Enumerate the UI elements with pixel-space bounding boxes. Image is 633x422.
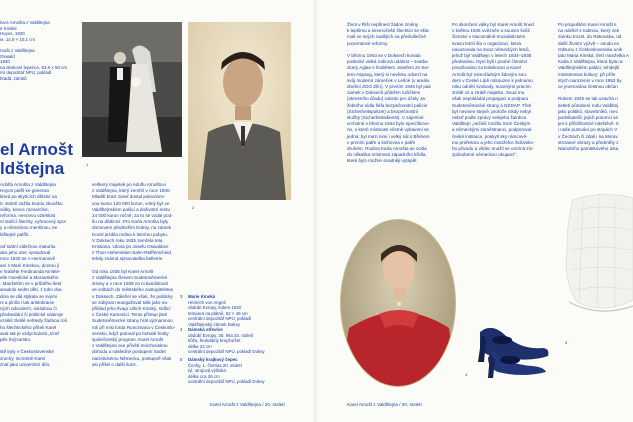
right-body-column-2 bbox=[452, 22, 548, 158]
text-line: Hoyos patřil ke generaci bbox=[0, 188, 50, 194]
text-line: zruchy, nicméně Karel bbox=[0, 355, 46, 361]
text-line: dnešní ZOO Zlín). V prvním 1945 byl pak bbox=[347, 84, 431, 90]
text-line: . Manželům se v průběhu šest bbox=[0, 281, 62, 287]
text-line: ztrátě cti a ztrátě majetku. Soud mu bbox=[452, 90, 525, 96]
text-line: Rokem 1945 se tak uzavírá n bbox=[558, 96, 618, 102]
text-line: ílu na dědictví. Pro Karla Arnošta byly bbox=[92, 219, 169, 225]
caption-number: 3 bbox=[180, 294, 183, 299]
text-line: svůj moderní zámeček v Lešné (v areálu bbox=[347, 77, 430, 83]
text-line: aval tak je vzdychalosti „Graf bbox=[0, 330, 59, 336]
text-line: z Valdštejna, který zemřel v roce 1930. bbox=[92, 188, 171, 194]
text-line: Sudetoněmecké strany a NSDAP. Třetí bbox=[452, 102, 532, 108]
text-line: ie, 14,9 × 10,1 cm bbox=[0, 36, 36, 42]
text-line: Adolfa Arnošta z Valdštejna bbox=[0, 182, 56, 187]
text-line: e hraběte Ferdinanda Kinské- bbox=[0, 268, 61, 274]
blue-shoes-image bbox=[462, 292, 562, 380]
caption-line: Čechy, 1. čtvrtina 20. století bbox=[188, 362, 242, 368]
text-line: znal jako univerzitní dílo. bbox=[0, 361, 51, 367]
text-line: dohodu a následné postupení Sudet bbox=[92, 349, 166, 355]
caption-number: 4 bbox=[180, 327, 183, 332]
text-line: é Kinské bbox=[0, 25, 17, 31]
lace-cap-image bbox=[563, 190, 633, 320]
text-line: ni a plníla i tak aristokracie bbox=[0, 299, 55, 305]
text-line: anadolo sedm dětí, z toho dva bbox=[0, 287, 62, 293]
text-line: jen k příležitostné návštěvě. K bbox=[558, 121, 620, 127]
text-line: (okresního úřadu) zabrán pro účely Ja- bbox=[347, 96, 427, 102]
caption-lace-cap bbox=[180, 357, 298, 385]
text-line: zámek v Doksech přiležen ručičkem bbox=[347, 90, 421, 96]
page-footer: Karel Arnošt z Valdštejna / 20. století bbox=[210, 402, 285, 407]
text-line: nebof podle zprávy velejeho žalobce bbox=[452, 115, 527, 121]
text-line: V Doksech roku 1935 zemřela teta bbox=[92, 237, 163, 243]
text-line: y a německou menšinou, ke bbox=[0, 225, 58, 231]
text-line: i naše putování po stopách V bbox=[558, 127, 618, 133]
text-line: ldštejné patřili... bbox=[0, 231, 32, 237]
caption-line: tyl, strojová výšivka bbox=[188, 368, 226, 374]
oval-portrait-image bbox=[339, 218, 457, 388]
text-line: z Valdštejna členem Sudetoněmecké bbox=[92, 275, 168, 281]
text-line: elle Hoeslické a Moravského bbox=[0, 275, 59, 281]
right-page bbox=[317, 0, 633, 422]
text-line: asi přišel o další iluze. bbox=[92, 361, 137, 367]
text-line: na deskové lepence, 63,5 × 50 cm bbox=[0, 64, 68, 70]
text-line: lovic Arnošta z Valdštejna bbox=[0, 20, 50, 25]
caption-marie-kinska bbox=[180, 294, 298, 328]
text-line: Od roku 1935 byl Karel Arnošt bbox=[92, 268, 154, 274]
caption-line: Heinrich von Angeli bbox=[188, 299, 226, 305]
caption-line: období Evropy, kolem 1920 bbox=[188, 305, 242, 311]
text-line: 24 000 korun ročně, za to se vzdal pod- bbox=[92, 213, 173, 219]
text-line: v prvním patře a knihovna v patře bbox=[347, 139, 416, 145]
caption-title: Dámský krajkový čepec bbox=[188, 357, 238, 362]
text-line: mu profesoru a jeho manželce židovsko- bbox=[452, 139, 535, 145]
text-line: způsobené německou okupací". bbox=[452, 152, 518, 158]
text-line: příklad jeho švagr Ulrich Kinský, sídlící bbox=[92, 306, 171, 312]
left-page bbox=[0, 0, 316, 422]
text-line: vensku, když putoval po bohaté hosty bbox=[92, 330, 169, 336]
text-line: vznikli zletilé nehledy žádnou roli. bbox=[0, 318, 68, 324]
text-line: ných odvodech, ovládnou či bbox=[0, 306, 57, 312]
caption-line: délka 23 cm bbox=[188, 343, 212, 349]
text-line: Život v Říši nepřinesl žádné změny bbox=[347, 22, 419, 27]
text-line: ministerstva kultury; při příle bbox=[558, 71, 616, 77]
text-line: ako jeho otec vystudoval bbox=[0, 250, 51, 256]
caption-line: tempera na plátně, 62 × 49 cm bbox=[188, 310, 248, 316]
text-line: Kristiana, vdova po Josefu Oswaldovi bbox=[92, 244, 169, 250]
text-line: rnošt z Valdštejna bbox=[0, 47, 35, 53]
right-body-column-1 bbox=[347, 22, 441, 165]
text-line: předsedou. Nyní byli i pouhé členství bbox=[452, 59, 528, 65]
text-line: veškerý majetek po Adolfu Arnoštovi bbox=[92, 182, 166, 187]
photo-number: 5 bbox=[565, 340, 568, 345]
text-line: Valdštejnském paláci a doživotní rentu bbox=[92, 206, 171, 212]
caption-line: centrální depozitář NPÚ, pokladí bbox=[188, 316, 252, 322]
text-line: předsedání či politické nástroje bbox=[0, 312, 64, 318]
text-line: roce 1920 se v Hermanově bbox=[0, 256, 56, 262]
text-line: Národního památkového ústa bbox=[558, 146, 619, 152]
caption-line: období Evropy, 30. léta 20. století bbox=[188, 332, 254, 338]
text-line: považováno za kolaboraci a Karel bbox=[452, 65, 521, 71]
text-line: jako politiků, stavebníků, mec bbox=[558, 108, 619, 114]
lace-cap-photo bbox=[563, 190, 633, 320]
text-line: Karla z Valdštejna, která byla ra bbox=[558, 59, 623, 65]
text-line: Sudetoněmecké strany hrál významnou bbox=[92, 318, 173, 324]
caption-line: centrální depozitář NPÚ, pokladí Doksy bbox=[188, 379, 265, 385]
caption-line: kůže, hedvábný krepžoržet bbox=[188, 338, 241, 344]
text-line: české instituce, poskytl sky rámcově- bbox=[452, 133, 528, 139]
oval-portrait bbox=[339, 218, 457, 388]
text-line: stě byly v Československé bbox=[0, 349, 54, 355]
caption-number: 5 bbox=[180, 357, 183, 362]
text-line: domovem především Doksy, na zámek bbox=[92, 225, 172, 231]
text-line: V březnu 1943 se v Doksech konala bbox=[347, 53, 421, 58]
text-line: Valdštejn „nečinil rozdílu mezi Českým bbox=[452, 121, 531, 127]
portrait-painting-image bbox=[188, 22, 291, 200]
text-line: lern-Aspang, který si nevěstu odvezl na bbox=[347, 71, 428, 77]
wedding-photo bbox=[82, 22, 182, 157]
text-line: dina se dál stýkala se svými bbox=[0, 293, 57, 299]
text-line: nacistickému Německu, postupně však bbox=[92, 355, 172, 361]
text-line: Po propuštění Karel Arnošt s bbox=[558, 22, 617, 27]
wedding-photo-image bbox=[82, 22, 182, 157]
text-line: která po skytících dětství na bbox=[0, 194, 57, 200]
text-line: Odsunu z Československa unik bbox=[558, 46, 623, 52]
text-line: služby (Sicherheitsdienst). V zájemné bbox=[347, 115, 424, 121]
text-line: které bylo možné snadněji vytápět. bbox=[347, 158, 418, 164]
caption-line: délka cca 26 cm bbox=[188, 373, 220, 379]
text-line: ní stolící šlechty, vyhrocený spor bbox=[0, 219, 67, 225]
heading-line: el Arnošt bbox=[0, 140, 74, 159]
text-line: jehož byl Valdštejn v letech 1934–1938 bbox=[452, 53, 532, 59]
text-line: Valdštejnském paláci, tehdejší bbox=[558, 65, 620, 71]
text-line: 0. století zažila krutou zkoušku bbox=[0, 200, 63, 206]
text-line: společenský program. Karel Arnošt bbox=[92, 337, 164, 343]
photo-number: 1 bbox=[86, 162, 89, 167]
text-line: v Čechách či zdali i na Morav bbox=[558, 133, 618, 139]
text-line: jedná; byl mezi nimi i velký sál s Břehem bbox=[347, 133, 430, 139]
text-line: ce jmenována čestnou občan bbox=[558, 84, 618, 90]
text-line: pěs Švýcarsko. bbox=[0, 337, 32, 343]
text-line: z Thun-Hohenstein-Salm-Reifferscheid, bbox=[92, 250, 173, 256]
text-line: Mladší bratr Josef dostal jednorázo- bbox=[92, 194, 166, 200]
text-line: strované obrazy a předměty z bbox=[558, 139, 619, 145]
photo-number: 4 bbox=[465, 372, 468, 377]
text-line: rní depozitář NPÚ, pokladí bbox=[0, 70, 52, 76]
text-line: svazu letců šlo o organizaci, která bbox=[452, 40, 521, 46]
text-line: Oswald bbox=[0, 53, 15, 59]
right-body-column-3 bbox=[558, 22, 633, 152]
caption-shoes bbox=[180, 327, 298, 355]
top-photo-captions bbox=[0, 20, 80, 82]
text-line: a německými zaměstnanci, podporoval bbox=[452, 127, 532, 133]
shoes-photo bbox=[462, 292, 562, 380]
text-line: členství v Nacionálně-socialistickém bbox=[452, 34, 526, 40]
text-line: roli při misi lorda Runcimana v Českoslo- bbox=[92, 324, 176, 330]
text-line: dem v České Lípě odsouzen k jednomu bbox=[452, 77, 533, 83]
text-line: hradů, zámků bbox=[0, 75, 27, 81]
left-body-column-1 bbox=[0, 182, 88, 368]
photo-number: 2 bbox=[192, 205, 195, 210]
text-line: ho šlechtického příteli Karel bbox=[0, 324, 57, 330]
text-line: dcery Aglae s hrabětem Josefem ze Sei- bbox=[347, 65, 430, 71]
text-line: druhém. Rodina Karla Arnošta se ocitla bbox=[347, 146, 427, 152]
text-line: vou sumu 120 000 korun, volný byt ve bbox=[92, 200, 170, 206]
text-line: stých narozenin v roce 1952 by bbox=[558, 77, 622, 83]
text-line: zámku Kozel, do Rakouska, od bbox=[558, 34, 622, 40]
section-heading bbox=[0, 140, 73, 178]
text-line: ve volbách do městského zastupitelstva bbox=[92, 287, 173, 293]
text-line: tato Mária Kinská, třetí manželka A bbox=[558, 53, 629, 59]
text-line: (Sicherheitspolizei) a bezpečnostní bbox=[347, 108, 419, 114]
text-line: 1930 bbox=[0, 59, 10, 65]
text-line: aní s Marií Kinskou, dcerou jí bbox=[0, 262, 60, 268]
text-line: no, o které místnosti včetně vybavení se bbox=[347, 127, 429, 133]
text-line: ho původu a všdec snažil se umírnit zlo- bbox=[452, 146, 534, 152]
text-line: byl nevinen stejně, protože nikdy nebyl bbox=[452, 108, 531, 114]
portrait-painting bbox=[188, 22, 291, 200]
text-line: z Valdštejna oce přívětí mnichovskou bbox=[92, 343, 168, 349]
text-line: však nepokládal propagaci a podporu bbox=[452, 96, 529, 102]
text-line: k lepšímu a severočeští šlechtici se skla- bbox=[347, 28, 430, 34]
text-line: žebního sídla šéfa bezpečnostní policie bbox=[347, 102, 428, 108]
text-line: do několika místností západního křídla, bbox=[347, 152, 427, 158]
page-footer: Karel Arnošt z Valdštejna / 20. století bbox=[347, 402, 422, 407]
text-line: v Doksech. Záležel se však, že politicky bbox=[92, 293, 173, 299]
text-line: Po skončení války byl Karel Arnošt hned bbox=[452, 22, 534, 27]
text-line: války, konec monarchie, bbox=[0, 206, 49, 212]
left-body-column-2 bbox=[92, 182, 184, 368]
heading-line: ldštejna bbox=[0, 159, 65, 178]
caption-line: centrální depozitář NPÚ, pokladí Doksy bbox=[188, 349, 265, 355]
text-line: se zabývat neangažoval tolik jako na- bbox=[92, 299, 169, 305]
text-line: další životní výzvě – osudu ex bbox=[558, 40, 620, 46]
text-line: strany a v roce 1938 za ni kandidoval bbox=[92, 281, 168, 287]
text-line: vrcholné v březnu 1944 bylo specifikovo- bbox=[347, 121, 430, 127]
text-line: v České Kamenici. Tento přístup jisté bbox=[92, 312, 168, 318]
text-line: reforma, nenovou vzteklost bbox=[0, 213, 56, 219]
text-line: mali ve svých nadějích na předválečné bbox=[347, 34, 426, 40]
text-line: poslední velká rodinná událost – svatba bbox=[347, 59, 428, 65]
text-line: tehdy známá spisovatelka belletrie. bbox=[92, 256, 164, 262]
text-line: podnikatelů; jejich potomci se bbox=[558, 115, 619, 121]
text-line: Hoyos, 1920 bbox=[0, 31, 25, 37]
text-line: setletí působení rodu Valdštej bbox=[558, 102, 619, 108]
text-line: oď státní válečnou maturitu bbox=[0, 244, 56, 250]
text-line: na odešel s rodinou, který zek bbox=[558, 28, 620, 34]
text-line: roku odnětí svobody, nucenými pracím, bbox=[452, 84, 532, 90]
text-line: navazovala na Svaz německých letců, bbox=[452, 46, 530, 52]
caption-title: Dámská střevíce bbox=[188, 327, 223, 332]
text-line: Kozel jezdila rodina k letnímu pobytu. bbox=[92, 231, 169, 237]
text-line: v květnu 1945 uvězněn a souzen kvůli bbox=[452, 28, 530, 34]
caption-line: Valdštejnský zámek Doksy bbox=[188, 321, 240, 327]
text-line: pozemkové reformy. bbox=[347, 40, 389, 46]
caption-title: Marie Kinská bbox=[188, 294, 216, 299]
text-line: Arnošt byl mimořádným lidovým sou- bbox=[452, 71, 528, 77]
